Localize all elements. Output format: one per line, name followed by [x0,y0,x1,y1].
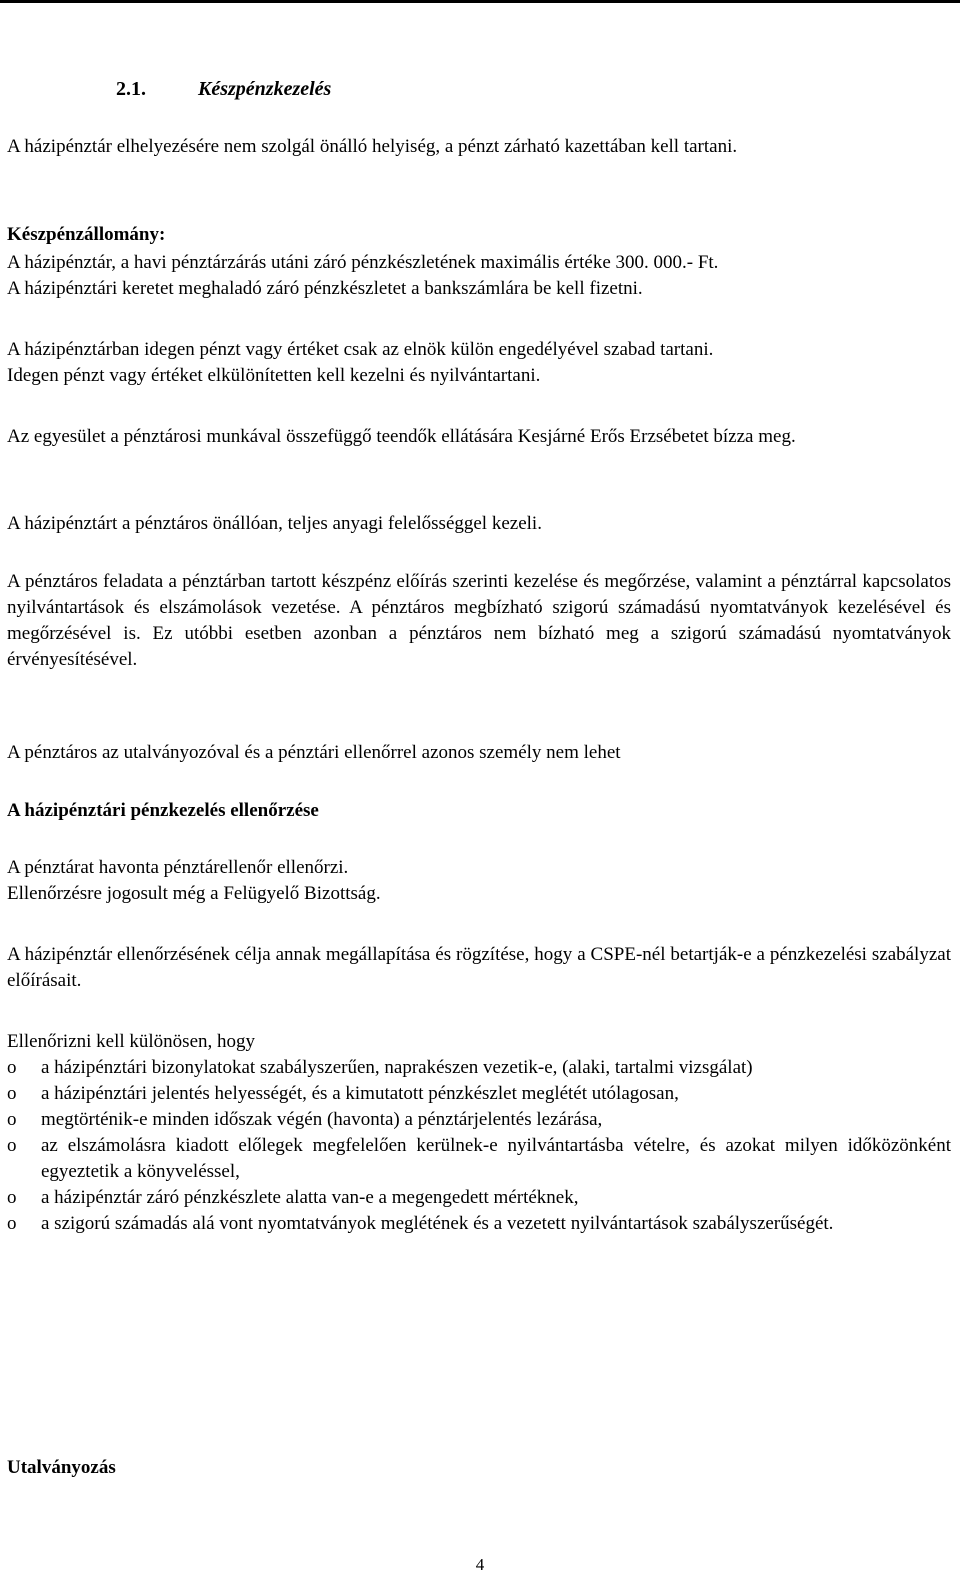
paragraph-havonta [7,855,951,907]
heading-ellenorzes: A házipénztári pénzkezelés ellenőrzése [7,800,319,821]
bullet-o-icon: o [7,1083,17,1104]
list-item [7,1133,951,1185]
list-item [7,1107,951,1133]
list-item-text: megtörténik-e minden időszak végén (havonta) a pénztárjelentés lezárása, [41,1109,603,1130]
paragraph-line: A házipénztárban idegen pénzt vagy értéket csak az elnök külön engedélyével szabad tartani. [7,339,714,360]
list-item [7,1055,951,1081]
bullet-o-icon: o [7,1109,17,1130]
paragraph-line: A házipénztár, a havi pénztárzárás utáni záró pénzkészletének maximális értéke 300. 000.- Ft. [7,252,719,273]
bullet-o-icon: o [7,1213,17,1234]
list-item [7,1185,951,1211]
paragraph-intro: A házipénztár elhelyezésére nem szolgál önálló helyiség, a pénzt zárható kazettában kell tartani. [7,136,738,157]
paragraph-celja: A házipénztár ellenőrzésének célja annak megállapítása és rögzítése, hogy a CSPE-nél betartják-e a pénzkezelési szabályzat előírásait. [7,944,951,991]
paragraph-limit [7,250,951,302]
paragraph-onalloan: A házipénztárt a pénztáros önállóan, teljes anyagi felelősséggel kezeli. [7,513,542,534]
heading-utalvanyozas: Utalványozás [7,1457,116,1478]
section-number: 2.1. [116,78,146,100]
section-heading [116,76,331,102]
paragraph-egyesulet: Az egyesület a pénztárosi munkával összefüggő teendők ellátására Kesjárné Erős Erzsébetet bízza meg. [7,426,796,447]
list-item-text: a házipénztári jelentés helyességét, és a kimutatott pénzkészlet meglétét utólagosan, [41,1083,679,1104]
paragraph-line: A pénztárat havonta pénztárellenőr ellenőrzi. [7,857,349,878]
checklist-intro: Ellenőrizni kell különösen, hogy [7,1031,256,1052]
list-item-text: az elszámolásra kiadott előlegek megfelelően kerülnek-e nyilvántartásba vételre, és azokat milyen időközönként egyeztetik a könyveléssel, [41,1135,951,1182]
top-rule [0,0,960,3]
paragraph-idegen [7,337,951,389]
paragraph-feladat: A pénztáros feladata a pénztárban tartott készpénz előírás szerinti kezelése és megőrzése, valamint a pénztárral kapcsolatos nyilvántartások és elszámolások vezetése. A pénztáros megbízható szigorú számadású nyomtatványok kezelésével és megőrzésével is. Ez utóbbi esetben azonban a pénztáros nem bízható meg a szigorú számadású nyomtatványok érvényesítésével. [7,571,951,670]
bullet-o-icon: o [7,1057,17,1078]
page-number: 4 [475,1555,485,1574]
paragraph-line: A házipénztári keretet meghaladó záró pénzkészletet a bankszámlára be kell fizetni. [7,278,643,299]
list-item-text: a szigorú számadás alá vont nyomtatványok meglétének és a vezetett nyilvántartások szabályszerűségét. [41,1213,834,1234]
bullet-o-icon: o [7,1135,17,1156]
paragraph-line: Ellenőrzésre jogosult még a Felügyelő Bizottság. [7,883,381,904]
list-item [7,1211,951,1237]
list-item-text: a házipénztári bizonylatokat szabályszerűen, naprakészen vezetik-e, (alaki, tartalmi vizsgálat) [41,1057,753,1078]
paragraph-utalvanyozo: A pénztáros az utalványozóval és a pénztári ellenőrrel azonos személy nem lehet [7,742,621,763]
list-item-text: a házipénztár záró pénzkészlete alatta van-e a megengedett mértéknek, [41,1187,579,1208]
list-item [7,1081,951,1107]
section-title: Készpénzkezelés [198,78,332,100]
bullet-o-icon: o [7,1187,17,1208]
checklist [7,1055,951,1237]
checklist-section [7,1029,951,1237]
paragraph-line: Idegen pénzt vagy értéket elkülönítetten kell kezelni és nyilvántartani. [7,365,541,386]
heading-keszpenzallomany: Készpénzállomány: [7,224,166,245]
